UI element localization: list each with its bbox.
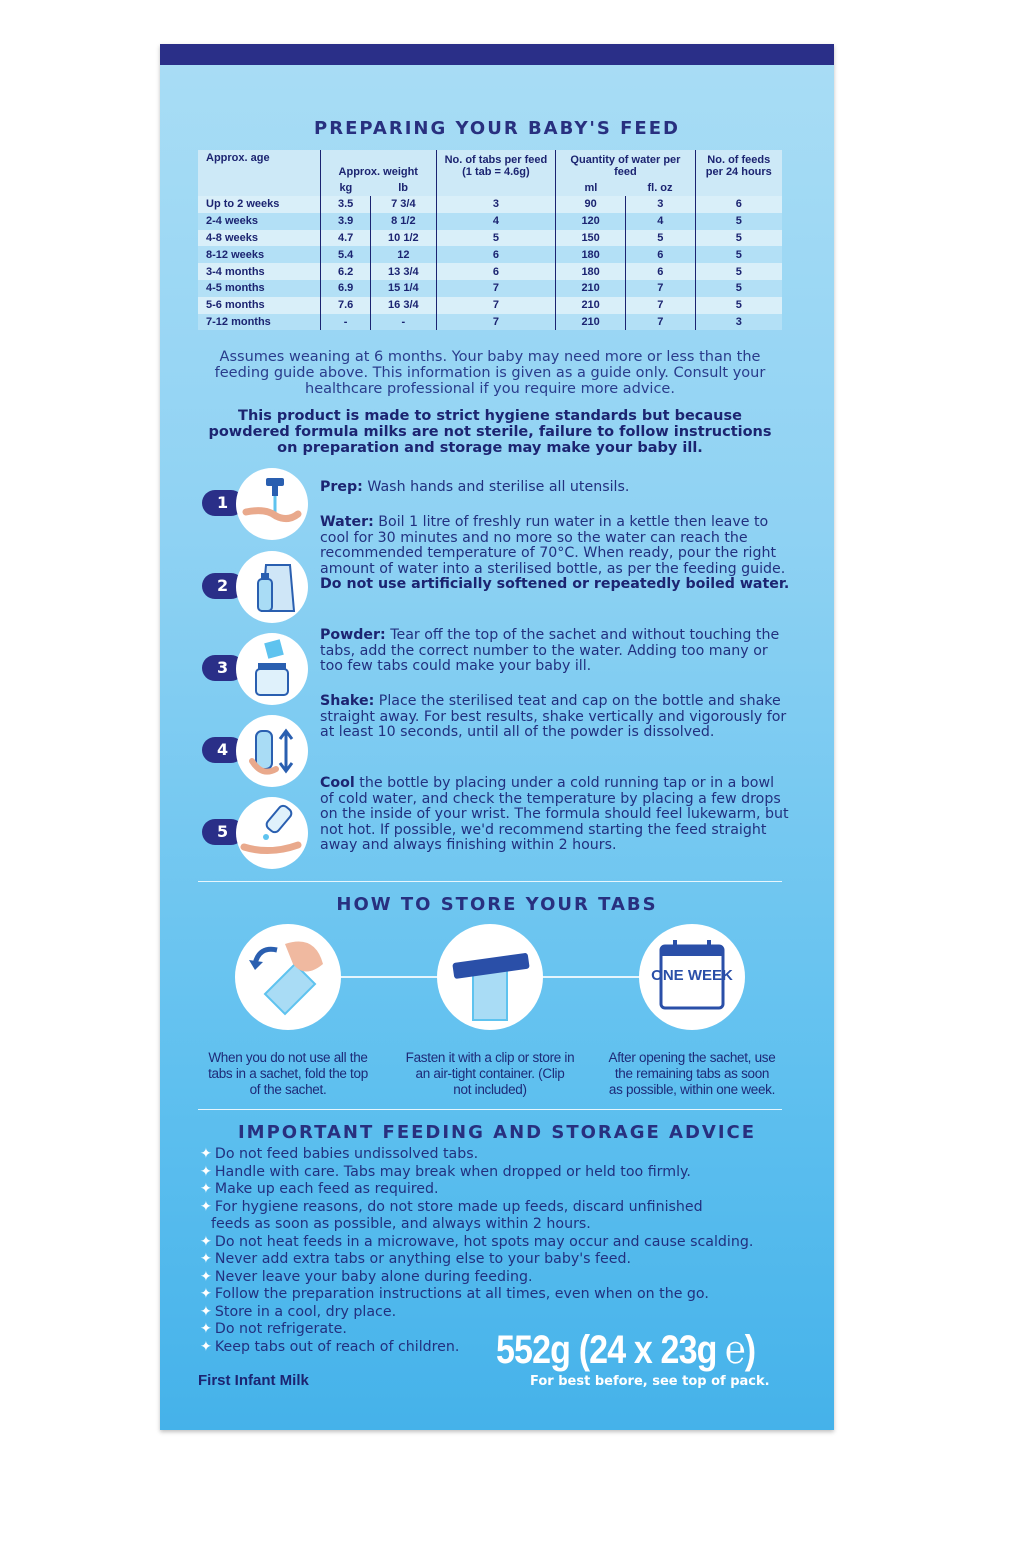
table-row xyxy=(198,230,782,247)
star-bullet-icon: ✦ xyxy=(200,1268,212,1285)
cell-kg: 6.2 xyxy=(321,263,371,280)
cell-age: 7-12 months xyxy=(198,314,321,331)
cell-feeds: 5 xyxy=(695,213,782,230)
cell-lb: 10 1/2 xyxy=(371,230,436,247)
fold-sachet-icon xyxy=(235,924,341,1030)
cell-age: 3-4 months xyxy=(198,263,321,280)
star-bullet-icon: ✦ xyxy=(200,1338,212,1355)
cell-ml: 180 xyxy=(556,263,626,280)
cell-age: 5-6 months xyxy=(198,297,321,314)
list-item: ✦ Store in a cool, dry place. xyxy=(200,1303,397,1320)
feed-title: PREPARING YOUR BABY'S FEED xyxy=(314,118,680,139)
step-3-lead: Powder: xyxy=(320,627,386,643)
cell-age: 8-12 weeks xyxy=(198,246,321,263)
step-2-warning: Do not use artificially softened or repeatedly boiled water. xyxy=(320,576,790,593)
header-weight: Approx. weight xyxy=(321,150,436,180)
top-band xyxy=(160,44,834,65)
cell-ml: 150 xyxy=(556,230,626,247)
cell-feeds: 3 xyxy=(695,314,782,331)
table-row xyxy=(198,280,782,297)
store-caption-2: Fasten it with a clip or store in an air-tight container. (Clip not included) xyxy=(405,1050,575,1097)
cell-floz: 7 xyxy=(625,280,695,297)
kettle-bottle-icon xyxy=(236,551,308,623)
step-2 xyxy=(202,551,322,623)
cell-age: Up to 2 weeks xyxy=(198,196,321,213)
list-item: ✦ For hygiene reasons, do not store made up feeds, discard unfinished xyxy=(200,1198,703,1215)
cell-kg: - xyxy=(321,314,371,331)
calendar-icon xyxy=(639,924,745,1030)
step-3 xyxy=(202,633,322,705)
cell-ml: 180 xyxy=(556,246,626,263)
list-item: ✦ Never add extra tabs or anything else to your baby's feed. xyxy=(200,1251,631,1267)
cell-feeds: 5 xyxy=(695,297,782,314)
header-ml: ml xyxy=(556,180,626,196)
step-3-text xyxy=(320,628,790,675)
list-item: ✦ Do not feed babies undissolved tabs. xyxy=(200,1146,479,1162)
list-item: ✦ Do not refrigerate. xyxy=(200,1321,347,1337)
step-4 xyxy=(202,715,322,787)
net-weight: 552g (24 x 23g ℮) xyxy=(496,1328,756,1372)
store-caption-3: After opening the sachet, use the remaining tabs as soon as possible, within one week. xyxy=(608,1050,776,1097)
store-caption-1: When you do not use all the tabs in a sachet, fold the top of the sachet. xyxy=(208,1050,368,1097)
cell-feeds: 5 xyxy=(695,263,782,280)
cell-floz: 4 xyxy=(625,213,695,230)
step-5-text xyxy=(320,776,790,854)
cell-tabs: 6 xyxy=(436,263,556,280)
table-row xyxy=(198,213,782,230)
table-row xyxy=(198,297,782,314)
star-bullet-icon: ✦ xyxy=(200,1233,212,1250)
table-row xyxy=(198,196,782,213)
cell-age: 2-4 weeks xyxy=(198,213,321,230)
cell-tabs: 5 xyxy=(436,230,556,247)
cell-age: 4-8 weeks xyxy=(198,230,321,247)
cell-kg: 7.6 xyxy=(321,297,371,314)
step-4-text xyxy=(320,694,790,741)
step-1-lead: Prep: xyxy=(320,479,363,495)
step-number: 1 xyxy=(202,490,244,516)
hygiene-warning: This product is made to strict hygiene standards but because powdered formula milks are not sterile, failure to follow instructions on preparation and storage may make your baby ill. xyxy=(208,408,772,456)
step-number: 2 xyxy=(202,573,244,599)
cell-lb: 15 1/4 xyxy=(371,280,436,297)
cell-lb: 8 1/2 xyxy=(371,213,436,230)
header-lb: lb xyxy=(371,180,436,196)
step-1-body: Wash hands and sterilise all utensils. xyxy=(362,479,630,495)
cell-floz: 7 xyxy=(625,314,695,331)
cell-floz: 6 xyxy=(625,246,695,263)
list-item: ✦ Do not heat feeds in a microwave, hot spots may occur and cause scalding. xyxy=(200,1233,754,1250)
cell-floz: 6 xyxy=(625,263,695,280)
cell-lb: - xyxy=(371,314,436,331)
list-item: ✦ Never leave your baby alone during feeding. xyxy=(200,1268,533,1285)
cell-feeds: 5 xyxy=(695,246,782,263)
cell-ml: 210 xyxy=(556,280,626,297)
star-bullet-icon: ✦ xyxy=(200,1146,212,1162)
cell-lb: 7 3/4 xyxy=(371,196,436,213)
step-number: 5 xyxy=(202,819,244,845)
step-number: 4 xyxy=(202,737,244,763)
header-floz: fl. oz xyxy=(625,180,695,196)
header-kg: kg xyxy=(321,180,371,196)
cell-floz: 5 xyxy=(625,230,695,247)
step-2-lead: Water: xyxy=(320,514,374,530)
step-4-lead: Shake: xyxy=(320,693,375,709)
star-bullet-icon: ✦ xyxy=(200,1321,212,1337)
list-item: ✦ Handle with care. Tabs may break when dropped or held too firmly. xyxy=(200,1163,691,1180)
best-before-note: For best before, see top of pack. xyxy=(530,1374,770,1389)
store-title: HOW TO STORE YOUR TABS xyxy=(336,894,658,915)
cell-tabs: 7 xyxy=(436,314,556,331)
header-tabs: No. of tabs per feed (1 tab = 4.6g) xyxy=(436,150,556,196)
divider xyxy=(198,881,782,882)
header-feeds: No. of feeds per 24 hours xyxy=(695,150,782,196)
star-bullet-icon: ✦ xyxy=(200,1181,212,1197)
list-item: ✦ Keep tabs out of reach of children. xyxy=(200,1338,460,1355)
star-bullet-icon: ✦ xyxy=(200,1251,212,1267)
cell-tabs: 7 xyxy=(436,297,556,314)
list-item: feeds as soon as possible, and always within 2 hours. xyxy=(211,1216,591,1232)
cell-tabs: 7 xyxy=(436,280,556,297)
step-5-lead: Cool xyxy=(320,775,355,791)
divider xyxy=(198,1109,782,1110)
cell-tabs: 4 xyxy=(436,213,556,230)
cell-kg: 5.4 xyxy=(321,246,371,263)
table-row xyxy=(198,263,782,280)
cell-ml: 210 xyxy=(556,297,626,314)
cell-kg: 6.9 xyxy=(321,280,371,297)
weaning-note: Assumes weaning at 6 months. Your baby may need more or less than the feeding guide above. This information is given as a guide only. Consult your healthcare professional if you require more advice. xyxy=(214,349,766,397)
cell-feeds: 5 xyxy=(695,230,782,247)
list-item: ✦ Follow the preparation instructions at all times, even when on the go. xyxy=(200,1286,709,1302)
cell-lb: 12 xyxy=(371,246,436,263)
shake-bottle-icon xyxy=(236,715,308,787)
cell-feeds: 6 xyxy=(695,196,782,213)
advice-title: IMPORTANT FEEDING AND STORAGE ADVICE xyxy=(237,1122,757,1143)
cell-floz: 3 xyxy=(625,196,695,213)
header-water: Quantity of water per feed xyxy=(556,150,695,180)
product-name: First Infant Milk xyxy=(198,1372,309,1389)
sachet-tabs-icon xyxy=(236,633,308,705)
cell-ml: 120 xyxy=(556,213,626,230)
cell-feeds: 5 xyxy=(695,280,782,297)
wrist-test-icon xyxy=(236,797,308,869)
cell-age: 4-5 months xyxy=(198,280,321,297)
cell-kg: 3.5 xyxy=(321,196,371,213)
cell-lb: 16 3/4 xyxy=(371,297,436,314)
table-header-row xyxy=(198,150,782,180)
advice-list xyxy=(200,1146,800,1356)
cell-tabs: 6 xyxy=(436,246,556,263)
tap-hands-icon xyxy=(236,468,308,540)
star-bullet-icon: ✦ xyxy=(200,1303,212,1320)
step-3-body: Tear off the top of the sachet and without touching the tabs, add the correct number to the water. Adding too many or too few tabs could make your baby ill. xyxy=(320,627,780,675)
clip-sachet-icon xyxy=(437,924,543,1030)
star-bullet-icon: ✦ xyxy=(200,1286,212,1302)
star-bullet-icon: ✦ xyxy=(200,1198,212,1215)
step-2-body: Boil 1 litre of freshly run water in a kettle then leave to cool for 30 minutes and no more so the water can reach the recommended temperature of 70°C. When ready, pour the right amount of water into a sterilised bottle, as per the feeding guide. xyxy=(320,514,786,577)
cell-lb: 13 3/4 xyxy=(371,263,436,280)
step-number: 3 xyxy=(202,655,244,681)
cell-ml: 210 xyxy=(556,314,626,331)
cell-floz: 7 xyxy=(625,297,695,314)
cell-kg: 4.7 xyxy=(321,230,371,247)
star-bullet-icon: ✦ xyxy=(200,1163,212,1180)
cell-kg: 3.9 xyxy=(321,213,371,230)
step-1 xyxy=(202,468,322,540)
step-5 xyxy=(202,797,322,869)
calendar-text: ONE WEEK xyxy=(651,967,733,984)
step-4-body: Place the sterilised teat and cap on the bottle and shake straight away. For best results, shake vertically and vigorously for at least 10 seconds, until all of the powder is dissolved. xyxy=(320,693,787,741)
cell-ml: 90 xyxy=(556,196,626,213)
step-5-body: the bottle by placing under a cold running tap or in a bowl of cold water, and check the temperature by placing a few drops on the inside of your wrist. The formula should feel lukewarm, but not hot. If possible, we'd recommend starting the feed straight away and always finishing within 2 hours. xyxy=(320,775,789,854)
table-row xyxy=(198,314,782,331)
pack-back-panel xyxy=(160,44,834,1430)
header-age: Approx. age xyxy=(198,150,321,196)
cell-tabs: 3 xyxy=(436,196,556,213)
step-2-text xyxy=(320,515,790,593)
feeding-guide-table xyxy=(198,150,782,330)
list-item: ✦ Make up each feed as required. xyxy=(200,1181,439,1197)
step-1-text xyxy=(320,480,790,496)
table-row xyxy=(198,246,782,263)
